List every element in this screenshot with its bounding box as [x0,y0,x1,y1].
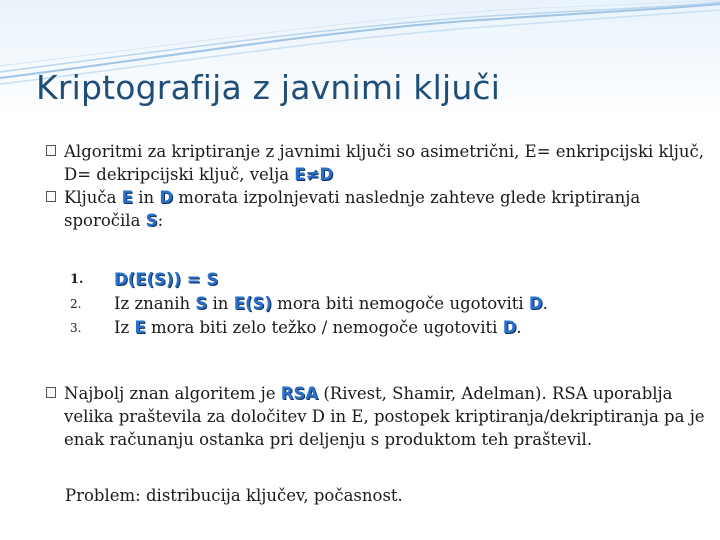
message-s: S [195,294,208,313]
key-inequality: E≠D [294,165,334,184]
list-number: 1. [70,272,84,287]
requirements-list [66,268,686,340]
key-d: D [502,318,517,337]
key-d: D [159,188,174,207]
bullet-list-top [46,140,706,232]
bullet-text: in [132,188,160,207]
list-text: mora biti zelo težko / nemogoče ugotoviti [145,318,503,337]
slide-title: Kriptografija z javnimi ključi [36,68,501,107]
encrypted-message: E(S) [233,294,272,313]
list-number: 3. [70,321,82,335]
message-s: S [145,211,158,230]
list-item [66,292,686,316]
bullet-text: (Rivest, Shamir, Adelman). RSA uporablja velika praštevila za določitev D in E, postopek kriptiranja/dekriptiranja pa je enak računanju ostanka pri deljenju s produktom teh praštevil. [64,384,705,449]
bullet-text: Najbolj znan algoritem je [64,384,281,403]
bullet-box-icon [46,191,56,202]
rsa-label: RSA [280,384,319,403]
list-item [66,268,686,292]
list-text: Iz [114,318,135,337]
problem-note: Problem: distribucija ključev, počasnost. [65,486,403,505]
list-text: mora biti nemogoče ugotoviti [271,294,529,313]
key-e: E [134,318,146,337]
bullet-requirements [46,186,706,232]
key-e: E [121,188,133,207]
bullet-text: Algoritmi za kriptiranje z javnimi ključi so asimetrični, E= enkripcijski ključ, D= dekripcijski ključ, velja [64,142,705,184]
bullet-rsa [46,382,706,451]
list-item [66,316,686,340]
bullet-box-icon [46,145,56,156]
list-number: 2. [70,297,82,311]
bullet-text: : [157,211,164,230]
list-text: in [207,294,234,313]
formula: D(E(S)) = S [114,270,219,289]
list-text: . [542,294,548,313]
bullet-box-icon [46,387,56,398]
bullet-text: Ključa [64,188,122,207]
key-d: D [528,294,543,313]
bullet-text: morata izpolnjevati naslednje zahteve glede kriptiranja sporočila [64,188,641,230]
bullet-asymmetric [46,140,706,186]
bullet-list-bottom [46,382,706,451]
list-text: . [516,318,522,337]
list-text: Iz znanih [114,294,196,313]
